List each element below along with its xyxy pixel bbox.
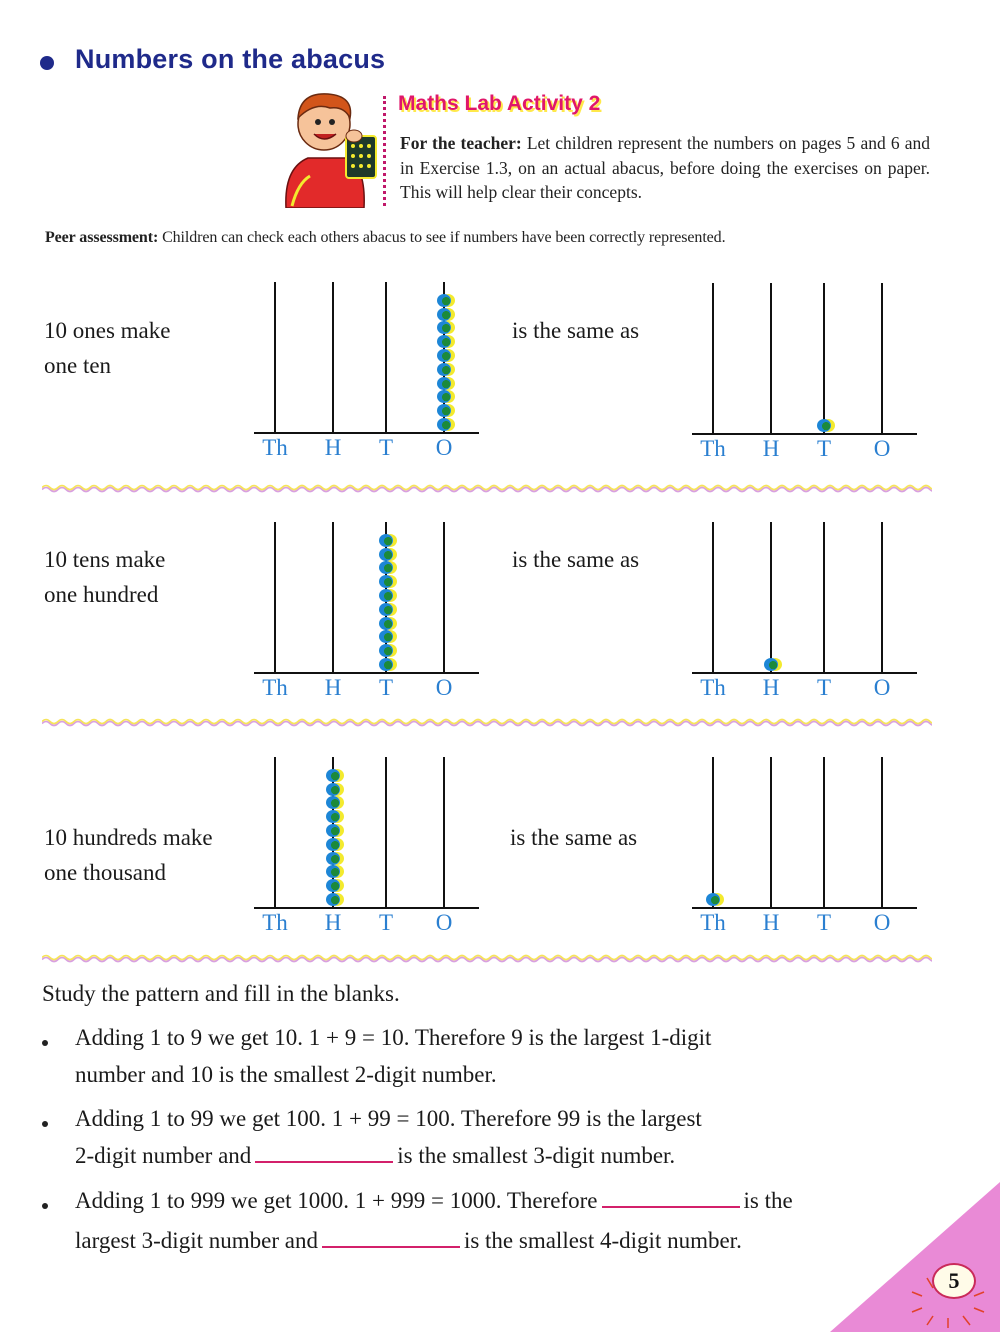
lab-activity-text [400, 131, 930, 205]
abacus-rod-h [332, 522, 334, 673]
abacus-rod-o [881, 283, 883, 434]
answer-blank-largest-3-digit[interactable] [602, 1188, 740, 1208]
place-label-t: T [816, 910, 832, 935]
abacus-right [692, 283, 932, 468]
place-label-h: H [762, 675, 780, 700]
abacus-rod-th [712, 283, 714, 434]
place-label-h: H [324, 910, 342, 935]
text-fragment: is the smallest 4-digit number. [463, 1228, 742, 1253]
bullet-icon [42, 1040, 48, 1046]
abacus-rod-th [274, 282, 276, 433]
place-label-h: H [762, 910, 780, 935]
place-label-o: O [435, 910, 453, 935]
abacus-bead [326, 893, 340, 906]
bullet-icon [42, 1121, 48, 1127]
abacus-bead [379, 603, 393, 616]
abacus-rod-t [385, 757, 387, 908]
place-label-t: T [378, 910, 394, 935]
teacher-label: For the teacher: [400, 133, 522, 153]
row-label-line1: 10 tens make [44, 547, 166, 572]
row-label [44, 313, 170, 383]
row-label [44, 820, 213, 890]
abacus-rod-h [770, 283, 772, 434]
abacus-rod-h [770, 757, 772, 908]
row-label [44, 542, 165, 612]
row-label-line2: one ten [44, 353, 112, 378]
place-label-th: Th [262, 435, 288, 460]
place-label-o: O [435, 675, 453, 700]
abacus-bead [437, 363, 451, 376]
teacher-note: Let children represent the numbers on pages 5 and 6 and in Exercise 1.3, on an actual abacus, before doing the exercises on paper. This will help clear their concepts. [400, 133, 930, 202]
abacus-bead [437, 294, 451, 307]
abacus-bead [437, 349, 451, 362]
lab-activity-divider [383, 96, 386, 206]
is-the-same-as: is the same as [512, 318, 640, 343]
abacus-base [254, 672, 479, 674]
place-label-h: H [324, 675, 342, 700]
abacus-rod-t [823, 757, 825, 908]
exercise-line [75, 1228, 742, 1254]
bullet-icon [42, 1203, 48, 1209]
abacus-rod-h [332, 282, 334, 433]
abacus-left [254, 757, 494, 942]
abacus-bead [379, 658, 393, 671]
place-label-t: T [378, 675, 394, 700]
text-fragment: largest 3-digit number and [75, 1228, 318, 1253]
is-the-same-as: is the same as [510, 825, 638, 850]
place-label-o: O [873, 436, 891, 461]
place-label-t: T [378, 435, 394, 460]
abacus-bead [437, 335, 451, 348]
abacus-left [254, 282, 494, 467]
exercise-line: Adding 1 to 9 we get 10. 1 + 9 = 10. Therefore 9 is the largest 1-digit [75, 1025, 712, 1050]
place-label-o: O [873, 675, 891, 700]
place-label-h: H [762, 436, 780, 461]
place-label-t: T [816, 675, 832, 700]
abacus-base [254, 907, 479, 909]
heading-bullet-icon [40, 56, 54, 70]
abacus-bead [379, 561, 393, 574]
wavy-divider [42, 483, 932, 493]
abacus-right [692, 522, 932, 707]
abacus-bead [437, 418, 451, 431]
abacus-rod-th [274, 522, 276, 673]
page-number: 5 [932, 1263, 976, 1299]
abacus-bead [326, 796, 340, 809]
place-label-h: H [324, 435, 342, 460]
abacus-rod-t [823, 522, 825, 673]
text-fragment: is the smallest 3-digit number. [397, 1143, 676, 1168]
exercise-instruction: Study the pattern and fill in the blanks. [42, 981, 400, 1006]
abacus-rod-h [770, 522, 772, 673]
place-label-o: O [435, 435, 453, 460]
abacus-bead [379, 575, 393, 588]
wavy-divider [42, 717, 932, 727]
page-title: Numbers on the abacus [75, 44, 386, 74]
abacus-bead [326, 838, 340, 851]
row-label-line2: one thousand [44, 860, 167, 885]
answer-blank-smallest-3-digit[interactable] [255, 1143, 393, 1163]
exercise-line [75, 1188, 793, 1214]
text-fragment: is the [743, 1188, 793, 1213]
peer-assessment-text: Children can check each others abacus to see if numbers have been correctly represented. [158, 229, 726, 246]
answer-blank-smallest-4-digit[interactable] [322, 1228, 460, 1248]
abacus-bead [379, 548, 393, 561]
abacus-rod-o [881, 522, 883, 673]
abacus-rod-th [712, 522, 714, 673]
abacus-bead [437, 390, 451, 403]
text-fragment: Adding 1 to 999 we get 1000. 1 + 999 = 1000. Therefore [75, 1188, 598, 1213]
abacus-bead [326, 824, 340, 837]
abacus-bead [764, 658, 778, 671]
abacus-base [692, 433, 917, 435]
abacus-rod-o [881, 757, 883, 908]
abacus-right [692, 757, 932, 942]
abacus-rod-o [443, 522, 445, 673]
abacus-rod-th [712, 757, 714, 908]
exercise-line [75, 1143, 675, 1169]
row-label-line1: 10 ones make [44, 318, 171, 343]
abacus-bead [326, 865, 340, 878]
abacus-bead [326, 879, 340, 892]
text-fragment: 2-digit number and [75, 1143, 252, 1168]
exercise-line: number and 10 is the smallest 2-digit number. [75, 1062, 497, 1087]
abacus-bead [379, 589, 393, 602]
abacus-rod-t [823, 283, 825, 434]
place-label-t: T [816, 436, 832, 461]
abacus-bead [437, 377, 451, 390]
place-label-o: O [873, 910, 891, 935]
abacus-rod-t [385, 282, 387, 433]
row-label-line2: one hundred [44, 582, 159, 607]
abacus-bead [437, 308, 451, 321]
wavy-divider [42, 953, 932, 963]
peer-assessment-label: Peer assessment: [45, 229, 159, 246]
abacus-bead [326, 852, 340, 865]
place-label-th: Th [700, 675, 726, 700]
abacus-bead [379, 644, 393, 657]
abacus-bead [379, 617, 393, 630]
place-label-th: Th [262, 675, 288, 700]
page-corner-decoration [830, 1182, 1000, 1332]
peer-assessment [45, 229, 725, 247]
exercise-line: Adding 1 to 99 we get 100. 1 + 99 = 100. Therefore 99 is the largest [75, 1106, 702, 1131]
abacus-base [254, 432, 479, 434]
place-label-th: Th [262, 910, 288, 935]
abacus-rod-o [443, 757, 445, 908]
abacus-base [692, 672, 917, 674]
abacus-bead [326, 783, 340, 796]
abacus-base [692, 907, 917, 909]
abacus-bead [326, 769, 340, 782]
abacus-bead [437, 321, 451, 334]
lab-activity-title: Maths Lab Activity 2 [398, 92, 601, 115]
abacus-bead [706, 893, 720, 906]
place-label-th: Th [700, 910, 726, 935]
abacus-rod-th [274, 757, 276, 908]
abacus-bead [379, 534, 393, 547]
is-the-same-as: is the same as [512, 547, 640, 572]
row-label-line1: 10 hundreds make [44, 825, 213, 850]
abacus-bead [379, 630, 393, 643]
abacus-left [254, 522, 494, 707]
abacus-bead [326, 810, 340, 823]
boy-with-abacus-illustration-icon [278, 88, 388, 208]
abacus-bead [817, 419, 831, 432]
place-label-th: Th [700, 436, 726, 461]
abacus-bead [437, 404, 451, 417]
